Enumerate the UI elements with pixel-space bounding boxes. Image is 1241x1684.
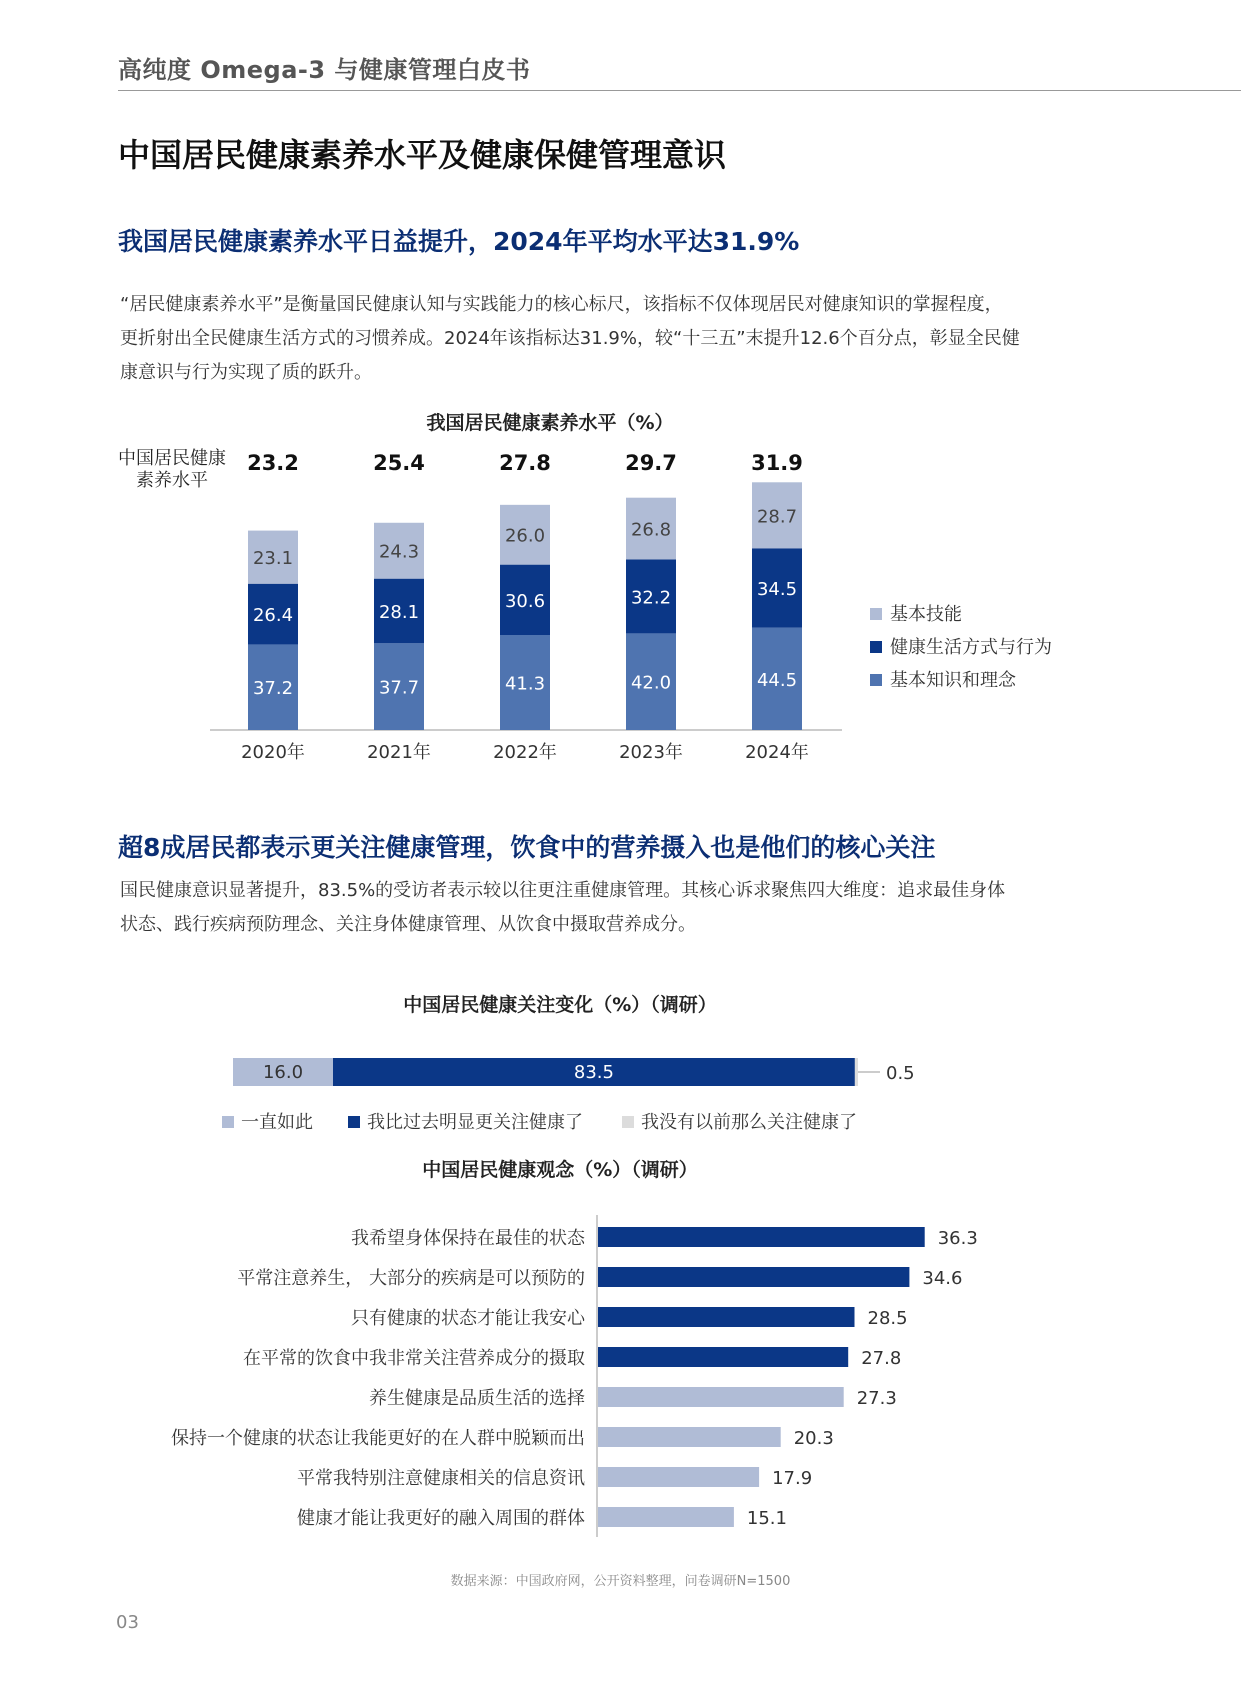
section1-title: 我国居民健康素养水平日益提升，2024年平均水平达31.9% — [118, 227, 800, 256]
data-label: 16.0 — [262, 1062, 304, 1083]
legend-label: 我比过去明显更关注健康了 — [367, 1112, 583, 1130]
chart3-title: 中国居民健康观念（%）（调研） — [422, 1159, 698, 1181]
bar — [598, 1227, 925, 1247]
bar — [598, 1307, 855, 1327]
bar — [598, 1427, 781, 1447]
category-label: 健康才能让我更好的融入周围的群体 — [297, 1508, 585, 1529]
bar-segment — [855, 1058, 858, 1086]
bar — [598, 1467, 759, 1487]
data-label: 26.4 — [252, 605, 294, 627]
data-label: 17.9 — [772, 1468, 813, 1489]
data-label: 0.5 — [886, 1063, 915, 1084]
category-label: 只有健康的状态才能让我安心 — [351, 1308, 585, 1329]
health-concepts-bar-chart — [0, 1205, 1241, 1545]
bar — [598, 1267, 909, 1287]
data-label: 44.5 — [756, 669, 798, 691]
data-label: 28.1 — [378, 601, 420, 623]
category-label: 我希望身体保持在最佳的状态 — [351, 1228, 585, 1249]
data-label: 30.6 — [504, 590, 546, 612]
category-label: 在平常的饮食中我非常关注营养成分的摄取 — [243, 1348, 585, 1369]
x-tick-label: 2023年 — [619, 742, 683, 763]
data-label: 20.3 — [793, 1428, 834, 1449]
chart2-title: 中国居民健康关注变化（%）（调研） — [403, 994, 717, 1016]
data-label: 83.5 — [573, 1062, 614, 1083]
data-label: 34.5 — [756, 578, 798, 600]
legend-swatch — [348, 1116, 360, 1128]
data-label: 28.7 — [756, 506, 798, 528]
literacy-stacked-bar-chart — [0, 430, 1241, 770]
total-value-label: 31.9 — [751, 451, 803, 475]
legend-label: 我没有以前那么关注健康了 — [641, 1112, 857, 1130]
section2-paragraph-line: 状态、践行疾病预防理念、关注身体健康管理、从饮食中摄取营养成分。 — [120, 914, 696, 935]
data-source-note: 数据来源：中国政府网，公开资料整理，问卷调研N=1500 — [450, 1574, 791, 1589]
x-tick-label: 2024年 — [745, 742, 809, 763]
legend-swatch — [622, 1116, 634, 1128]
legend-label: 一直如此 — [241, 1112, 313, 1130]
bar — [598, 1507, 734, 1527]
legend-label: 基本知识和理念 — [890, 670, 1016, 691]
section1-paragraph-line: “居民健康素养水平”是衡量国民健康认知与实践能力的核心标尺，该指标不仅体现居民对健康知识的掌握程度， — [120, 294, 1003, 315]
header-title: 高纯度 Omega-3 与健康管理白皮书 — [118, 56, 531, 84]
data-label: 27.8 — [861, 1348, 902, 1369]
total-label-line: 中国居民健康 — [118, 448, 226, 469]
data-label: 32.2 — [630, 587, 672, 609]
total-value-label: 25.4 — [373, 451, 425, 475]
category-label: 保持一个健康的状态让我能更好的在人群中脱颖而出 — [171, 1428, 585, 1449]
legend-swatch — [870, 641, 882, 653]
header-divider — [118, 90, 1241, 91]
data-label: 41.3 — [504, 673, 546, 695]
section1-paragraph — [120, 288, 1060, 390]
legend-swatch — [870, 608, 882, 620]
section1-paragraph-line: 更折射出全民健康生活方式的习惯养成。2024年该指标达31.9%，较“十三五”末提升12.6个百分点，彰显全民健 — [120, 328, 1020, 349]
data-label: 24.3 — [378, 541, 420, 563]
data-label: 28.5 — [867, 1308, 908, 1329]
chart1-title: 我国居民健康素养水平（%） — [426, 412, 674, 434]
data-label: 15.1 — [746, 1508, 787, 1529]
total-value-label: 23.2 — [247, 451, 299, 475]
bar — [598, 1347, 848, 1367]
category-label: 平常我特别注意健康相关的信息资讯 — [297, 1468, 585, 1489]
attention-change-bar-chart — [0, 1040, 1241, 1130]
data-label: 27.3 — [856, 1388, 897, 1409]
data-label: 36.3 — [937, 1228, 978, 1249]
legend-label: 基本技能 — [890, 604, 962, 625]
data-label: 23.1 — [252, 548, 294, 570]
total-label-line: 素养水平 — [136, 470, 208, 491]
legend-swatch — [870, 674, 882, 686]
data-label: 34.6 — [922, 1268, 963, 1289]
total-value-label: 27.8 — [499, 451, 551, 475]
page-number: 03 — [116, 1612, 139, 1633]
section2-paragraph — [120, 874, 1060, 942]
section2-title: 超8成居民都表示更关注健康管理，饮食中的营养摄入也是他们的核心关注 — [118, 833, 936, 862]
legend-swatch — [222, 1116, 234, 1128]
data-label: 37.7 — [378, 677, 420, 699]
data-label: 26.8 — [630, 519, 672, 541]
data-label: 26.0 — [504, 525, 546, 547]
section2-paragraph-line: 国民健康意识显著提升，83.5%的受访者表示较以往更注重健康管理。其核心诉求聚焦四大维度：追求最佳身体 — [120, 880, 1006, 901]
data-label: 37.2 — [252, 678, 294, 700]
category-label: 养生健康是品质生活的选择 — [369, 1388, 585, 1409]
legend-label: 健康生活方式与行为 — [890, 637, 1052, 658]
x-tick-label: 2022年 — [493, 742, 557, 763]
total-value-label: 29.7 — [625, 451, 677, 475]
x-tick-label: 2020年 — [241, 742, 305, 763]
category-label: 平常注意养生， 大部分的疾病是可以预防的 — [237, 1268, 585, 1289]
bar — [598, 1387, 844, 1407]
x-tick-label: 2021年 — [367, 742, 431, 763]
section1-paragraph-line: 康意识与行为实现了质的跃升。 — [120, 362, 372, 383]
page-title: 中国居民健康素养水平及健康保健管理意识 — [118, 136, 727, 174]
data-label: 42.0 — [630, 672, 672, 694]
